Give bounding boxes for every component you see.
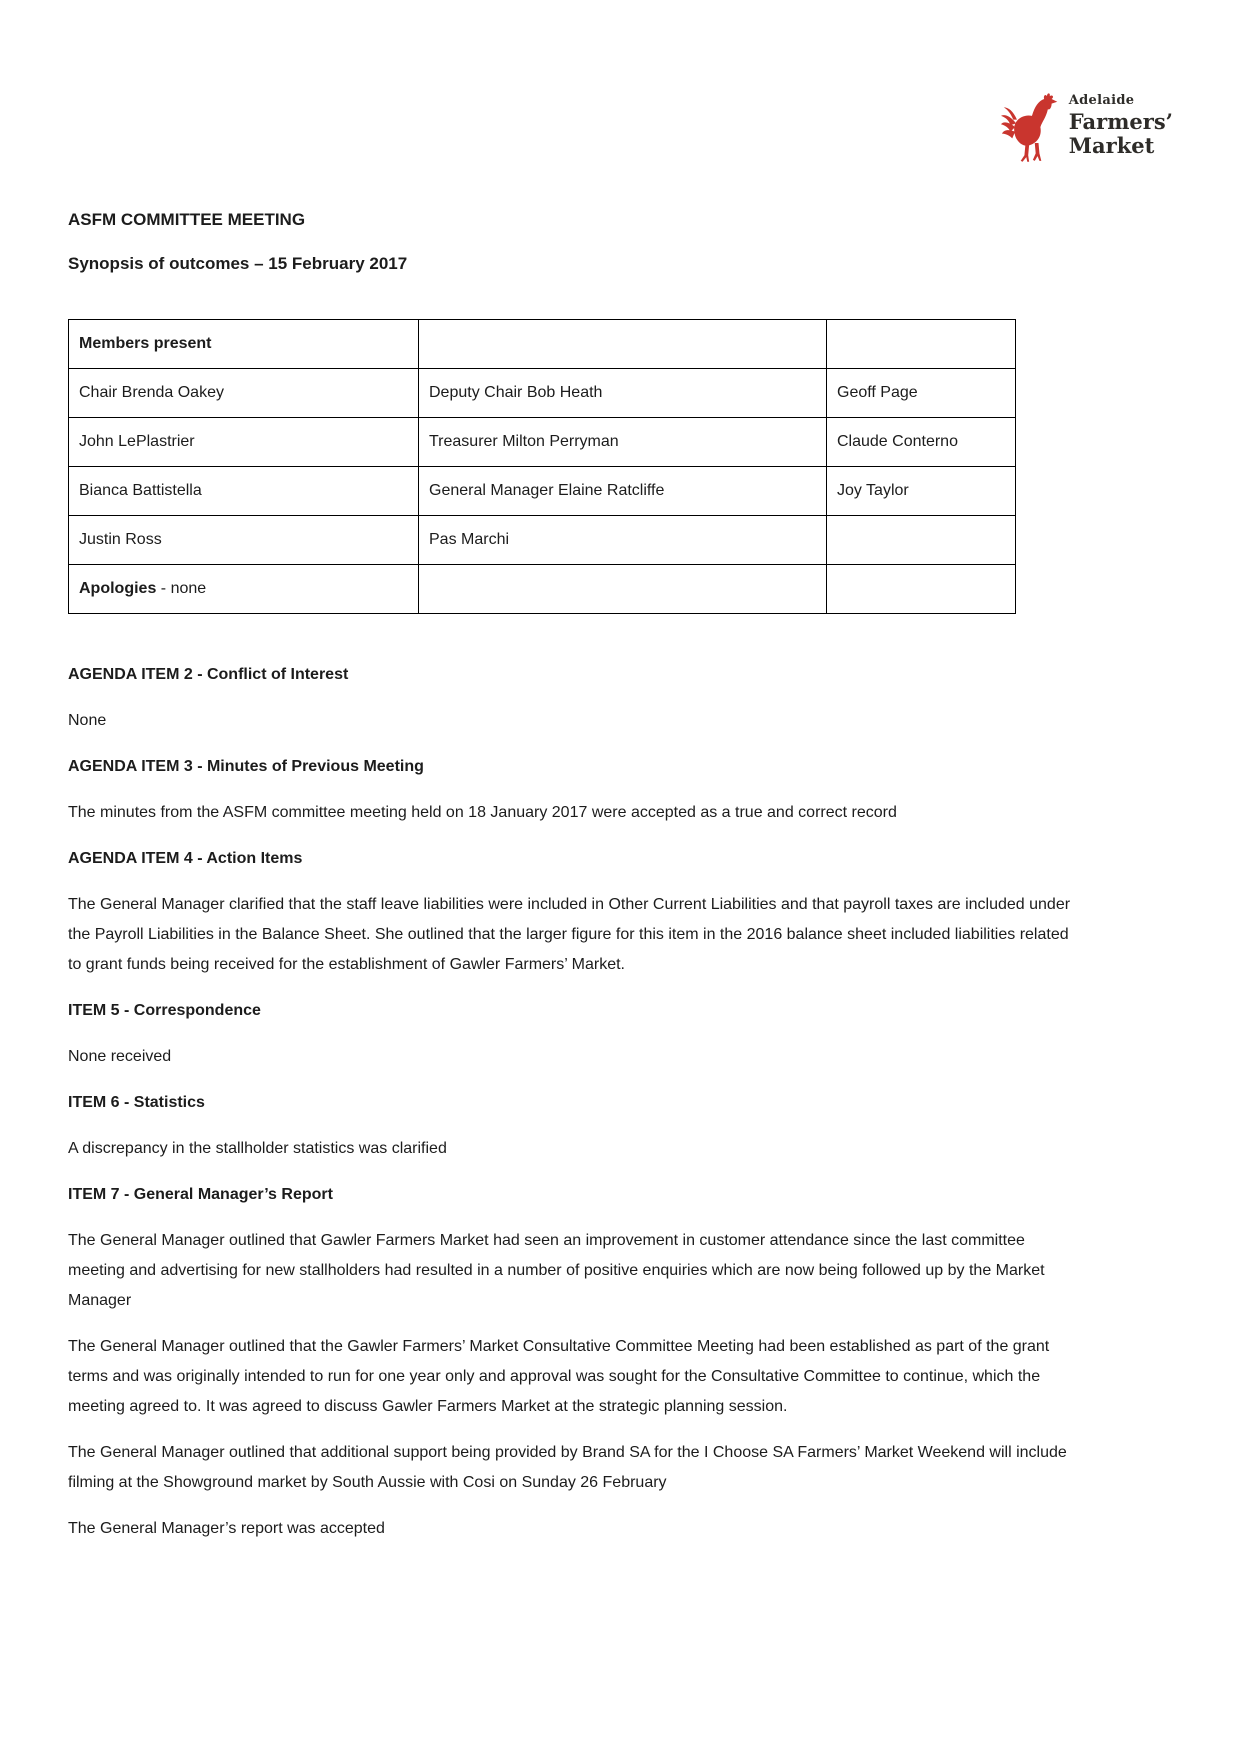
- page-subtitle: Synopsis of outcomes – 15 February 2017: [68, 254, 408, 273]
- member-cell: Joy Taylor: [827, 467, 1016, 516]
- member-cell: Chair Brenda Oakey: [69, 369, 419, 418]
- section-paragraph: None received: [68, 1048, 172, 1065]
- table-row: [69, 369, 1016, 418]
- section-paragraph: A discrepancy in the stallholder statistics was clarified: [68, 1140, 447, 1157]
- table-header-row: [69, 320, 1016, 369]
- rooster-icon: [1001, 90, 1061, 166]
- apologies-cell: [69, 565, 419, 614]
- empty-cell: [827, 565, 1016, 614]
- logo-brand-top: Adelaide: [1068, 93, 1135, 108]
- empty-cell: [827, 320, 1016, 369]
- members-table-body: [69, 320, 1016, 614]
- apologies-label: Apologies: [79, 580, 157, 597]
- section-heading: ITEM 5 - Correspondence: [68, 1002, 261, 1019]
- section-paragraph: The General Manager outlined that additional support being provided by Brand SA for the I Choose SA Farmers’ Market Weekend will include filming at the Showground market by South Aussie with Cosi on Sunday 26 February: [68, 1444, 1067, 1491]
- members-present-header-cell: Members present: [69, 320, 419, 369]
- member-cell: General Manager Elaine Ratcliffe: [419, 467, 827, 516]
- logo-row: [68, 86, 1173, 166]
- members-table: [68, 319, 1016, 614]
- apologies-value: - none: [156, 580, 207, 597]
- farmers-market-logo: [1001, 86, 1173, 166]
- member-cell: Justin Ross: [69, 516, 419, 565]
- apologies-row: [69, 565, 1016, 614]
- member-cell: Claude Conterno: [827, 418, 1016, 467]
- member-cell: Bianca Battistella: [69, 467, 419, 516]
- section-paragraph: None: [68, 712, 107, 729]
- logo-text-block: [1069, 86, 1173, 159]
- section-heading: ITEM 6 - Statistics: [68, 1094, 205, 1111]
- logo-brand-line1: Farmers’: [1068, 109, 1173, 134]
- table-row: [69, 418, 1016, 467]
- empty-cell: [419, 320, 827, 369]
- section-paragraph: The General Manager outlined that Gawler Farmers Market had seen an improvement in customer attendance since the last committee meeting and advertising for new stallholders had resulted in a number of positive enquiries which are now being followed up by the Market Manager: [68, 1232, 1045, 1309]
- page-title: ASFM COMMITTEE MEETING: [68, 210, 306, 229]
- member-cell: [827, 516, 1016, 565]
- member-cell: John LePlastrier: [69, 418, 419, 467]
- section-paragraph: The General Manager outlined that the Gawler Farmers’ Market Consultative Committee Meeting had been established as part of the grant terms and was originally intended to run for one year only and approval was sought for the Consultative Committee to continue, which the meeting agreed to. It was agreed to discuss Gawler Farmers Market at the strategic planning session.: [68, 1338, 1050, 1415]
- section-heading: AGENDA ITEM 4 - Action Items: [68, 850, 303, 867]
- section-paragraph: The General Manager’s report was accepted: [68, 1520, 385, 1537]
- section-heading: ITEM 7 - General Manager’s Report: [68, 1186, 333, 1203]
- table-row: [69, 516, 1016, 565]
- section-heading: AGENDA ITEM 3 - Minutes of Previous Meeting: [68, 758, 424, 775]
- member-cell: Deputy Chair Bob Heath: [419, 369, 827, 418]
- member-cell: Pas Marchi: [419, 516, 827, 565]
- sections: [68, 660, 1173, 1544]
- logo-brand-line2: Market: [1068, 133, 1155, 158]
- member-cell: Treasurer Milton Perryman: [419, 418, 827, 467]
- empty-cell: [419, 565, 827, 614]
- section-paragraph: The minutes from the ASFM committee meeting held on 18 January 2017 were accepted as a true and correct record: [68, 804, 897, 821]
- member-cell: Geoff Page: [827, 369, 1016, 418]
- table-row: [69, 467, 1016, 516]
- section-heading: AGENDA ITEM 2 - Conflict of Interest: [68, 666, 349, 683]
- section-paragraph: The General Manager clarified that the staff leave liabilities were included in Other Current Liabilities and that payroll taxes are included under the Payroll Liabilities in the Balance Sheet. She outlined that the larger figure for this item in the 2016 balance sheet included liabilities related to grant funds being received for the establishment of Gawler Farmers’ Market.: [68, 896, 1071, 973]
